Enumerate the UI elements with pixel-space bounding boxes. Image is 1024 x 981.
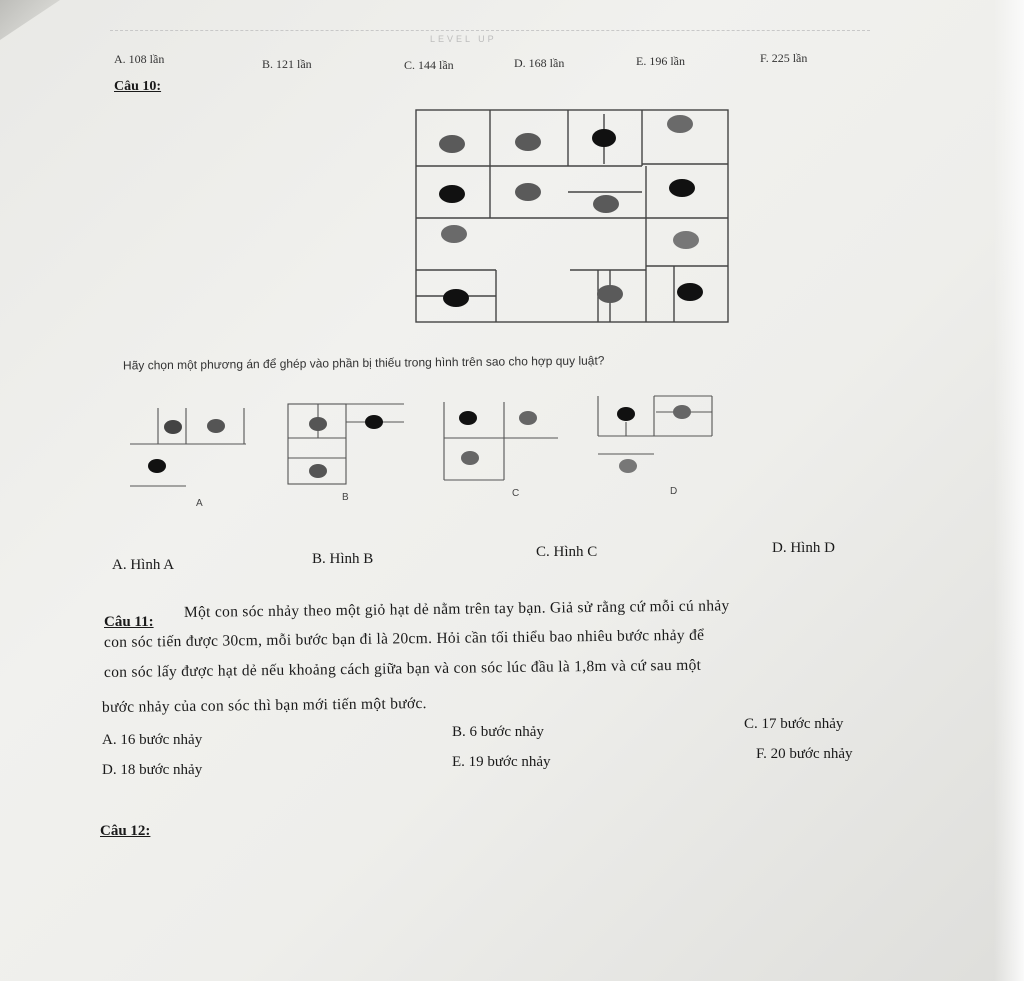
q11-line-4: bước nhảy của con sóc thì bạn mới tiến một bước. (101, 695, 427, 716)
q10-answer-c: C. Hình C (536, 544, 598, 560)
top-option-b: B. 121 lần (262, 57, 312, 71)
figure-label-c: C (512, 488, 520, 499)
q11-option-c: C. 17 bước nhảy (744, 716, 844, 732)
q10-instruction: Hãy chọn một phương án để ghép vào phần bị thiếu trong hình trên sao cho hợp quy luật? (122, 353, 605, 373)
q11-option-a: A. 16 bước nhảy (102, 732, 203, 748)
q11-option-d: D. 18 bước nhảy (102, 762, 203, 778)
option-figure-c (440, 398, 564, 488)
q11-option-e: E. 19 bước nhảy (452, 754, 551, 770)
q12-title: Câu 12: (100, 823, 151, 839)
dot-gray (673, 231, 699, 249)
top-option-e: E. 196 lần (636, 54, 685, 68)
q10-title: Câu 10: (114, 79, 162, 94)
q11-option-f: F. 20 bước nhảy (756, 746, 853, 762)
top-option-f: F. 225 lần (760, 51, 808, 65)
q11-option-b: B. 6 bước nhảy (452, 724, 544, 740)
q11-title: Câu 11: (104, 614, 154, 630)
dot-gray (593, 195, 619, 213)
top-option-a: A. 108 lần (114, 52, 165, 66)
option-figure-d (594, 392, 718, 482)
q11-line-1: Một con sóc nhảy theo một giỏ hạt dẻ nằm trên tay bạn. Giả sử rằng cứ mỗi cú nhảy (183, 597, 730, 621)
puzzle-grid (410, 106, 734, 328)
option-figure-a (126, 404, 250, 494)
level-up-label: LEVEL UP (430, 34, 497, 44)
page-fold (0, 0, 60, 40)
top-option-c: C. 144 lần (404, 58, 454, 72)
q10-answer-b: B. Hình B (312, 551, 374, 567)
figure-label-a: A (196, 498, 203, 509)
dot-black (677, 283, 703, 301)
q11-line-2: con sóc tiến được 30cm, mỗi bước bạn đi là 20cm. Hỏi cần tối thiểu bao nhiêu bước nhảy để (103, 626, 705, 651)
dot-black (592, 129, 616, 147)
dot-gray (515, 133, 541, 151)
figure-label-b: B (342, 492, 349, 503)
dot-gray (439, 135, 465, 153)
q10-answer-d: D. Hình D (772, 540, 835, 556)
dot-gray (515, 183, 541, 201)
q11-line-3: con sóc lấy được hạt dẻ nếu khoảng cách giữa bạn và con sóc lúc đầu là 1,8m và cứ sau một (103, 656, 702, 681)
dot-gray (441, 225, 467, 243)
figure-label-d: D (670, 486, 678, 497)
header-rule (110, 30, 870, 31)
dot-black (443, 289, 469, 307)
top-option-d: D. 168 lần (514, 56, 565, 70)
dot-black (439, 185, 465, 203)
q10-answer-a: A. Hình A (112, 557, 175, 573)
page-edge (994, 0, 1024, 981)
option-figure-b (284, 400, 408, 490)
dot-black (669, 179, 695, 197)
dot-gray (667, 115, 693, 133)
dot-gray (597, 285, 623, 303)
